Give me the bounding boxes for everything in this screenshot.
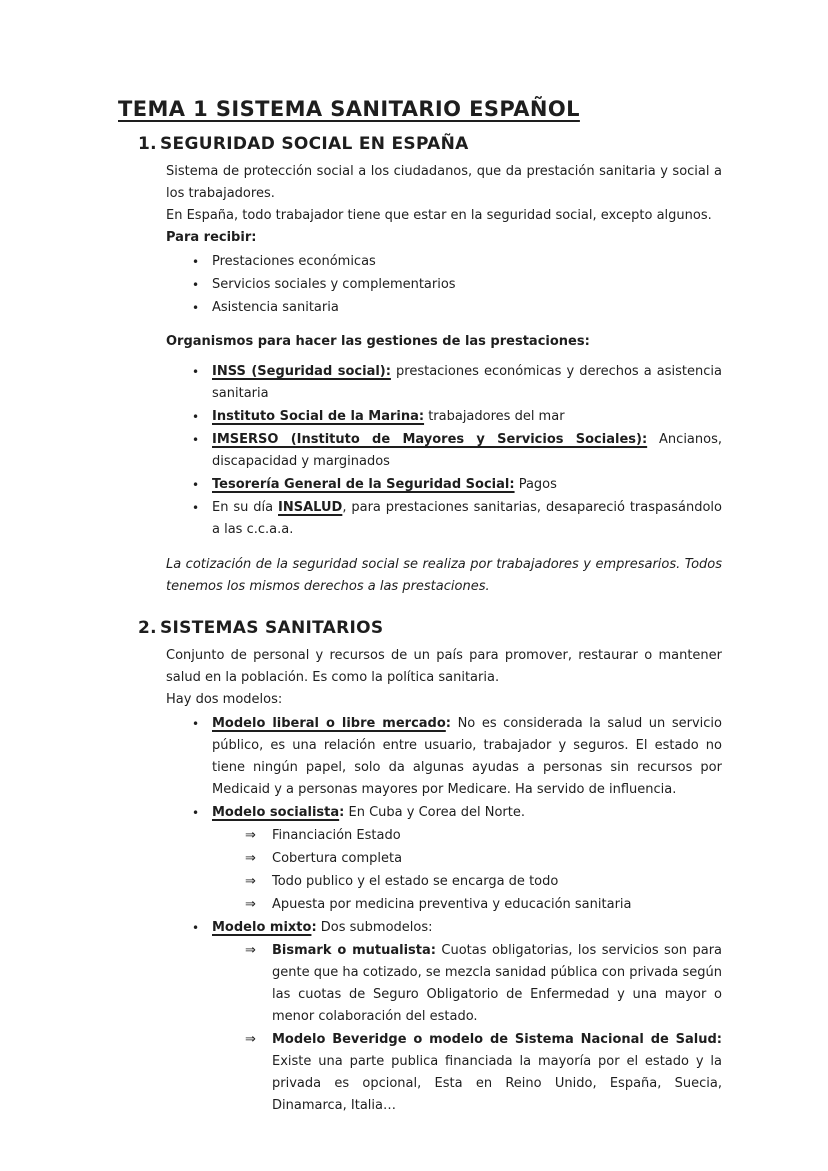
italic-note: La cotización de la seguridad social se realiza por trabajadores y empresarios. Todos tenemos los mismos derechos a las prestaciones. [166, 557, 722, 594]
sub-item-text: Todo publico y el estado se encarga de todo [272, 874, 559, 889]
list-item [166, 917, 722, 939]
item-rest: Ancianos, discapacidad y marginados [212, 432, 722, 469]
list-item-text: Prestaciones económicas [212, 254, 376, 269]
item-lead: INSS (Seguridad social): [212, 364, 391, 379]
item-lead: Modelo Beveridge o modelo de Sistema Nacional de Salud: [272, 1032, 722, 1047]
bullet-icon: • [192, 478, 200, 492]
list-item-text [212, 713, 722, 801]
bullet-icon: • [192, 278, 200, 292]
sub-list-item [166, 1029, 722, 1117]
list-item-text [212, 474, 722, 496]
item-rest: , para prestaciones sanitarias, desapareció traspasándolo a las c.c.a.a. [212, 500, 722, 537]
item-rest: En Cuba y Corea del Norte. [344, 805, 526, 820]
item-lead: Tesorería General de la Seguridad Social: [212, 477, 515, 492]
item-lead: Instituto Social de la Marina: [212, 409, 425, 424]
page-title: TEMA 1 SISTEMA SANITARIO ESPAÑOL [118, 97, 580, 121]
section-2-title: SISTEMAS SANITARIOS [160, 618, 384, 638]
section-2-content [166, 645, 722, 1117]
bullet-icon: • [192, 255, 200, 269]
section-1-content [166, 161, 722, 598]
item-rest: Cuotas obligatorias, los servicios son para gente que ha cotizado, se mezcla sanidad pública con privada según las cuotas de Seguro Obligatorio de Enfermedad y una mayor o menor colaboración del estado. [272, 943, 722, 1024]
bullet-icon: • [192, 301, 200, 315]
list-item-text [212, 361, 722, 405]
list-item [166, 497, 722, 541]
bullet-icon: • [192, 501, 200, 515]
double-arrow-icon: ⇒ [245, 851, 256, 866]
list-item-text [212, 917, 722, 939]
sub-list-item [166, 848, 722, 870]
sub-item-text [272, 1029, 722, 1117]
item-lead: IMSERSO (Instituto de Mayores y Servicios Sociales): [212, 432, 648, 447]
item-rest: Existe una parte publica financiada la mayoría por el estado y la privada es opcional, Esta en Reino Unido, España, Suecia, Dinamarca, Italia… [272, 1054, 722, 1113]
list-item-text: Servicios sociales y complementarios [212, 277, 456, 292]
organisms-heading: Organismos para hacer las gestiones de las prestaciones: [166, 334, 590, 349]
item-separator: : [339, 805, 345, 820]
list-item-text [212, 497, 722, 541]
sub-list-item [166, 825, 722, 847]
item-lead: Bismark o mutualista: [272, 943, 436, 958]
bullet-icon: • [192, 410, 200, 424]
sub-item-text: Cobertura completa [272, 851, 403, 866]
paragraph: Conjunto de personal y recursos de un país para promover, restaurar o mantener salud en la población. Es como la política sanitaria. [166, 648, 722, 685]
sub-item-text [272, 940, 722, 1028]
list-item [166, 361, 722, 405]
item-rest: prestaciones económicas y derechos a asistencia sanitaria [212, 364, 722, 401]
sub-item-text: Apuesta por medicina preventiva y educación sanitaria [272, 897, 632, 912]
item-lead: Modelo mixto [212, 920, 312, 935]
item-rest: Pagos [514, 477, 557, 492]
paragraph-bold: Para recibir: [166, 230, 257, 245]
sub-list-item [166, 871, 722, 893]
section-1-title: SEGURIDAD SOCIAL EN ESPAÑA [160, 134, 469, 154]
paragraph: Sistema de protección social a los ciudadanos, que da prestación sanitaria y social a los trabajadores. [166, 164, 722, 201]
section-1-heading [138, 134, 722, 154]
benefits-list [166, 251, 722, 319]
list-item-text: Asistencia sanitaria [212, 300, 339, 315]
double-arrow-icon: ⇒ [245, 897, 256, 912]
list-item-text [212, 802, 722, 824]
item-rest: No es considerada la salud un servicio público, es una relación entre usuario, trabajador y seguros. El estado no tiene ningún papel, solo da algunas ayudas a personas sin recursos por Medicaid y a personas mayores por Medicare. Ha servido de influencia. [212, 716, 722, 797]
bullet-icon: • [192, 365, 200, 379]
list-item [166, 251, 722, 273]
item-rest: Dos submodelos: [316, 920, 433, 935]
list-item [166, 406, 722, 428]
list-item [166, 802, 722, 824]
sub-list-item [166, 894, 722, 916]
models-list [166, 713, 722, 1117]
list-item [166, 713, 722, 801]
bullet-icon: • [192, 433, 200, 447]
item-rest: trabajadores del mar [424, 409, 565, 424]
item-lead: INSALUD [278, 500, 343, 515]
paragraph: En España, todo trabajador tiene que estar en la seguridad social, excepto algunos. [166, 208, 712, 223]
section-2-number: 2. [138, 618, 157, 638]
section-1-number: 1. [138, 134, 157, 154]
item-prefix: En su día [212, 500, 279, 515]
double-arrow-icon: ⇒ [245, 874, 256, 889]
list-item [166, 274, 722, 296]
organisms-list [166, 361, 722, 541]
sub-list-item [166, 940, 722, 1028]
bullet-icon: • [192, 717, 200, 731]
item-lead: Modelo socialista [212, 805, 340, 820]
list-item [166, 297, 722, 319]
paragraph: Hay dos modelos: [166, 692, 283, 707]
double-arrow-icon: ⇒ [245, 828, 256, 843]
bullet-icon: • [192, 921, 200, 935]
list-item [166, 429, 722, 473]
double-arrow-icon: ⇒ [245, 1032, 256, 1047]
bullet-icon: • [192, 806, 200, 820]
list-item-text [212, 429, 722, 473]
item-separator: : [445, 716, 451, 731]
sub-item-text: Financiación Estado [272, 828, 401, 843]
list-item [166, 474, 722, 496]
list-item-text [212, 406, 722, 428]
item-lead: Modelo liberal o libre mercado [212, 716, 446, 731]
section-2-heading [138, 618, 722, 638]
double-arrow-icon: ⇒ [245, 943, 256, 958]
item-separator: : [311, 920, 317, 935]
